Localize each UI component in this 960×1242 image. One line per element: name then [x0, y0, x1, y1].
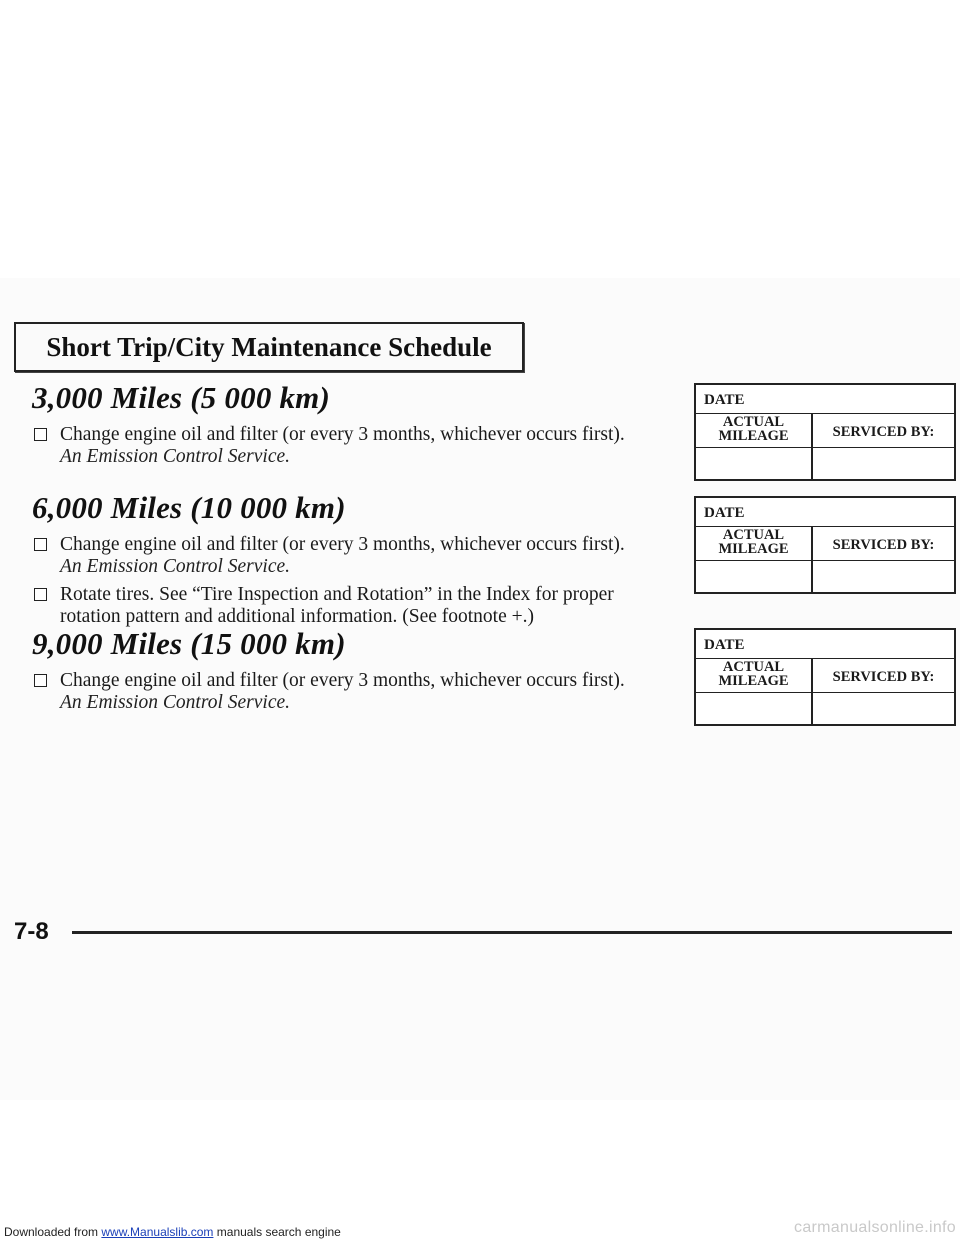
column-divider — [811, 526, 813, 592]
column-divider — [811, 658, 813, 724]
section-title-box — [14, 322, 524, 372]
checkbox-icon — [34, 428, 47, 441]
interval-6000 — [32, 490, 652, 628]
date-field[interactable] — [696, 630, 954, 659]
actual-mileage-label: ACTUAL MILEAGE — [718, 414, 789, 444]
footer-prefix: Downloaded from — [4, 1225, 102, 1239]
service-item — [32, 670, 652, 714]
checkbox-icon — [34, 674, 47, 687]
serviced-by-label: SERVICED BY: — [832, 669, 935, 685]
actual-mileage-label: ACTUAL MILEAGE — [718, 659, 789, 689]
section-title: Short Trip/City Maintenance Schedule — [46, 332, 492, 362]
date-label: DATE — [704, 637, 745, 653]
page-number: 7-8 — [14, 918, 49, 945]
interval-3000 — [32, 380, 652, 468]
interval-9000 — [32, 626, 652, 714]
service-item — [32, 584, 652, 628]
footer-suffix: manuals search engine — [213, 1225, 341, 1239]
date-label: DATE — [704, 392, 745, 408]
footer-rule — [72, 931, 952, 934]
checkbox-icon — [34, 588, 47, 601]
service-record-form — [694, 628, 956, 726]
service-item — [32, 424, 652, 468]
interval-heading: 6,000 Miles (10 000 km) — [32, 490, 346, 525]
watermark: carmanualsonline.info — [794, 1219, 956, 1236]
service-text: Change engine oil and filter (or every 3 months, whichever occurs first). — [60, 534, 625, 555]
serviced-by-label: SERVICED BY: — [832, 424, 935, 440]
service-record-form — [694, 496, 956, 594]
column-divider — [811, 413, 813, 479]
service-item — [32, 534, 652, 578]
service-text: Change engine oil and filter (or every 3 months, whichever occurs first). — [60, 424, 625, 445]
service-note: An Emission Control Service. — [60, 692, 291, 713]
service-text: Rotate tires. See “Tire Inspection and Rotation” in the Index for proper rotation pattern and additional information. (See footnote +.) — [60, 584, 614, 627]
service-note: An Emission Control Service. — [60, 446, 291, 467]
actual-mileage-label: ACTUAL MILEAGE — [718, 527, 789, 557]
record-header-row — [696, 658, 954, 693]
checkbox-icon — [34, 538, 47, 551]
record-header-row — [696, 413, 954, 448]
date-field[interactable] — [696, 498, 954, 527]
record-header-row — [696, 526, 954, 561]
interval-heading: 3,000 Miles (5 000 km) — [32, 380, 331, 415]
date-label: DATE — [704, 505, 745, 521]
service-note: An Emission Control Service. — [60, 556, 291, 577]
date-field[interactable] — [696, 385, 954, 414]
interval-heading: 9,000 Miles (15 000 km) — [32, 626, 346, 661]
download-footer — [4, 1225, 341, 1239]
service-text: Change engine oil and filter (or every 3 months, whichever occurs first). — [60, 670, 625, 691]
service-record-form — [694, 383, 956, 481]
serviced-by-label: SERVICED BY: — [832, 537, 935, 553]
manualslib-link[interactable]: www.Manualslib.com — [101, 1225, 214, 1239]
